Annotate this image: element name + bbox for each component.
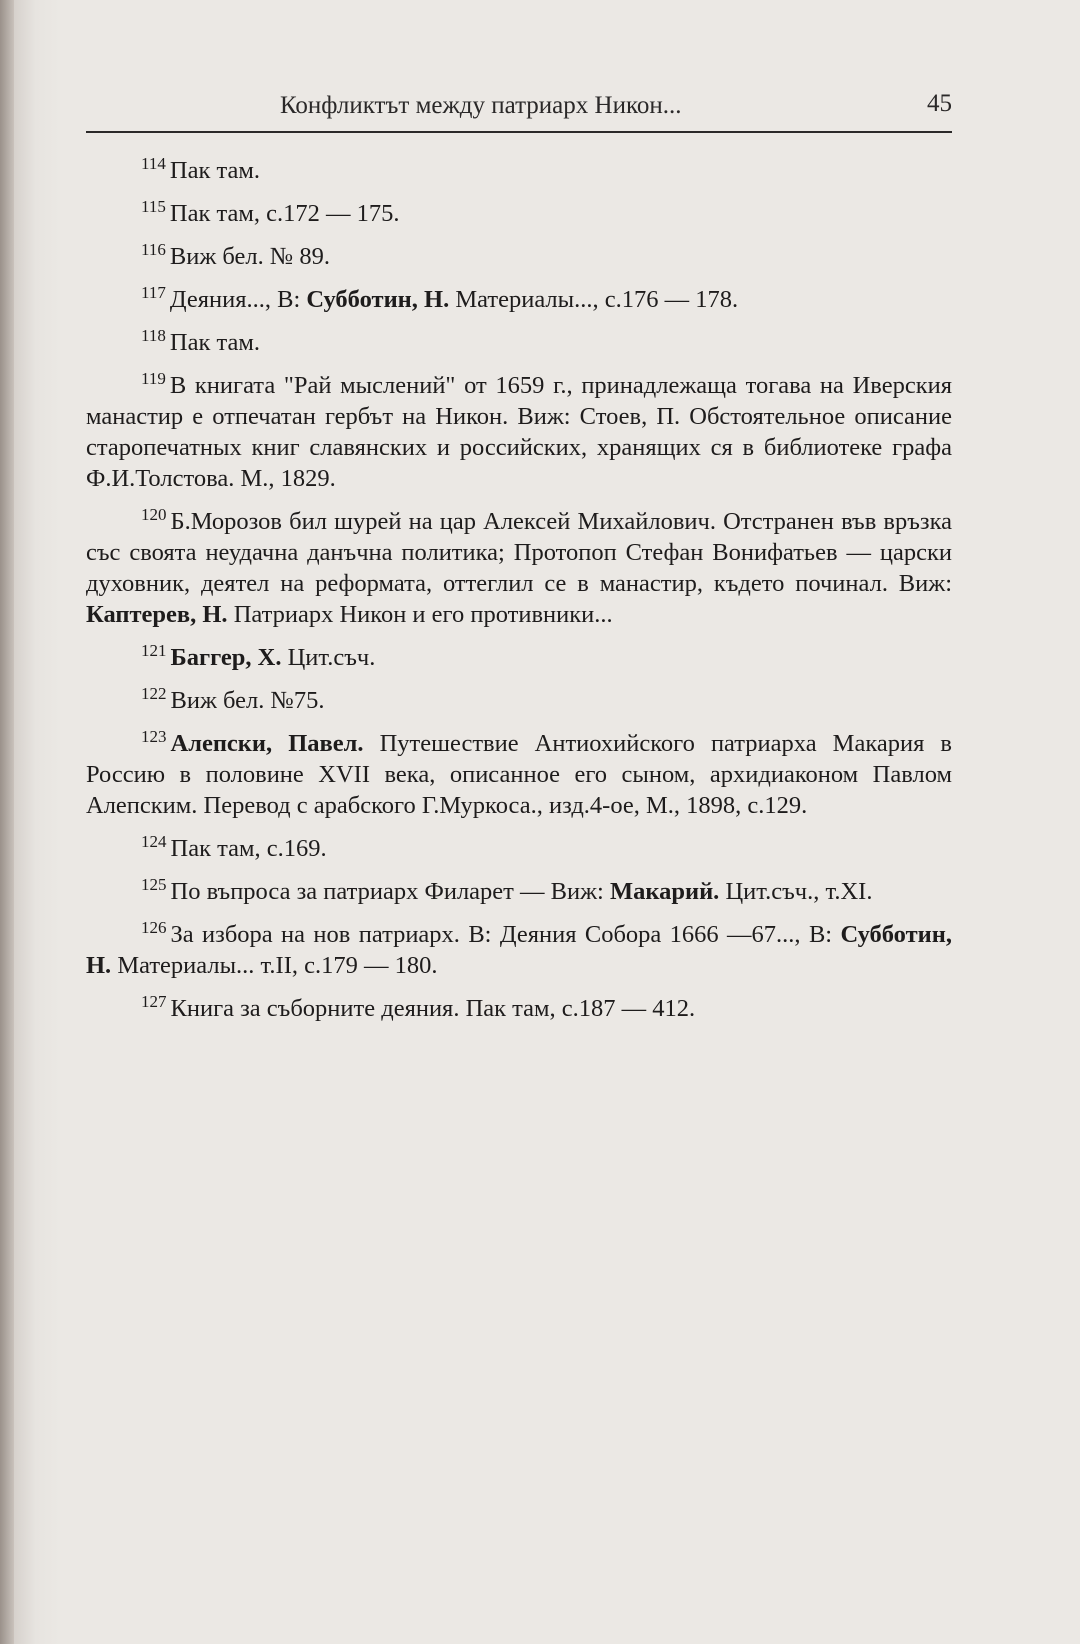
footnote-number: 116 <box>141 240 166 259</box>
footnote-author: Баггер, Х. <box>170 644 282 671</box>
footnote-text: Цит.съч., т.XI. <box>719 878 873 905</box>
footnote-127 <box>86 986 952 1024</box>
footnote-118 <box>86 320 952 358</box>
footnote-author: Каптерев, Н. <box>86 601 228 628</box>
footnote-text: Материалы..., с.176 — 178. <box>449 286 739 313</box>
footnote-number: 126 <box>141 918 167 937</box>
footnote-text: По въпроса за патриарх Филарет — Виж: <box>170 878 610 905</box>
footnote-number: 127 <box>141 992 167 1011</box>
footnote-number: 122 <box>141 684 167 703</box>
footnote-text: Пак там, с.169. <box>170 835 327 862</box>
footnote-text: Пак там, с.172 — 175. <box>169 200 400 227</box>
footnote-author: Алепски, Павел. <box>170 730 364 757</box>
footnote-number: 121 <box>141 641 167 660</box>
footnote-author: Макарий. <box>609 878 720 905</box>
footnote-120 <box>86 499 952 630</box>
footnote-author: Субботин, Н. <box>86 921 952 979</box>
footnote-text: Виж бел. №75. <box>170 687 325 714</box>
footnotes-list <box>86 148 952 1029</box>
footnote-124 <box>86 826 952 864</box>
footnote-number: 125 <box>141 875 167 894</box>
header-rule <box>86 131 952 133</box>
footnote-122 <box>86 678 952 716</box>
footnote-number: 119 <box>141 369 166 388</box>
footnote-123 <box>86 721 952 821</box>
footnote-number: 123 <box>141 727 167 746</box>
footnote-text: Деяния..., В: <box>169 286 307 313</box>
footnote-121 <box>86 635 952 673</box>
footnote-114 <box>86 148 952 186</box>
footnote-text: Путешествие Антиохийского патриарха Макария в Россию в половине XVII века, описанное его сыном, архидиаконом Павлом Алепским. Перевод с арабского Г.Муркоса., изд.4-ое, М., 1898, с.129. <box>86 730 952 819</box>
book-binding-shadow <box>0 0 14 1644</box>
footnote-text: В книгата "Рай мыслений" от 1659 г., принадлежаща тогава на Иверския манастир е отпечатан гербът на Никон. Виж: Стоев, П. Обстоятельное описание старопечатных книг славянских и российских, хранящих ся в библиотеке графа Ф.И.Толстова. М., 1829. <box>86 372 952 492</box>
footnote-author: Субботин, Н. <box>306 286 450 313</box>
footnote-125 <box>86 869 952 907</box>
page-number: 45 <box>927 90 952 117</box>
footnote-number: 117 <box>141 283 166 302</box>
footnote-text: Виж бел. № 89. <box>169 243 330 270</box>
footnote-117 <box>86 277 952 315</box>
footnote-116 <box>86 234 952 272</box>
footnote-119 <box>86 363 952 494</box>
footnote-126 <box>86 912 952 981</box>
footnote-115 <box>86 191 952 229</box>
footnote-text: Патриарх Никон и его противники... <box>227 601 613 628</box>
footnote-text: Материалы... т.II, с.179 — 180. <box>111 952 438 979</box>
footnote-number: 124 <box>141 832 167 851</box>
running-header <box>86 88 952 128</box>
footnote-number: 115 <box>141 197 166 216</box>
footnote-text: За избора на нов патриарх. В: Деяния Собора 1666 —67..., В: <box>170 921 841 948</box>
running-title: Конфликтът между патриарх Никон... <box>280 92 682 119</box>
footnote-number: 114 <box>141 154 166 173</box>
footnote-text: Пак там. <box>169 157 260 184</box>
footnote-text: Б.Морозов бил шурей на цар Алексей Михайлович. Отстранен във връзка със своята неудачна данъчна политика; Протопоп Стефан Вонифатьев — царски духовник, деятел на реформата, оттеглил се в манастир, където починал. Виж: <box>86 508 952 597</box>
footnote-text: Книга за съборните деяния. Пак там, с.187 — 412. <box>170 995 696 1022</box>
footnote-number: 118 <box>141 326 166 345</box>
footnote-number: 120 <box>141 505 167 524</box>
footnote-text: Пак там. <box>169 329 260 356</box>
footnote-text: Цит.съч. <box>281 644 376 671</box>
